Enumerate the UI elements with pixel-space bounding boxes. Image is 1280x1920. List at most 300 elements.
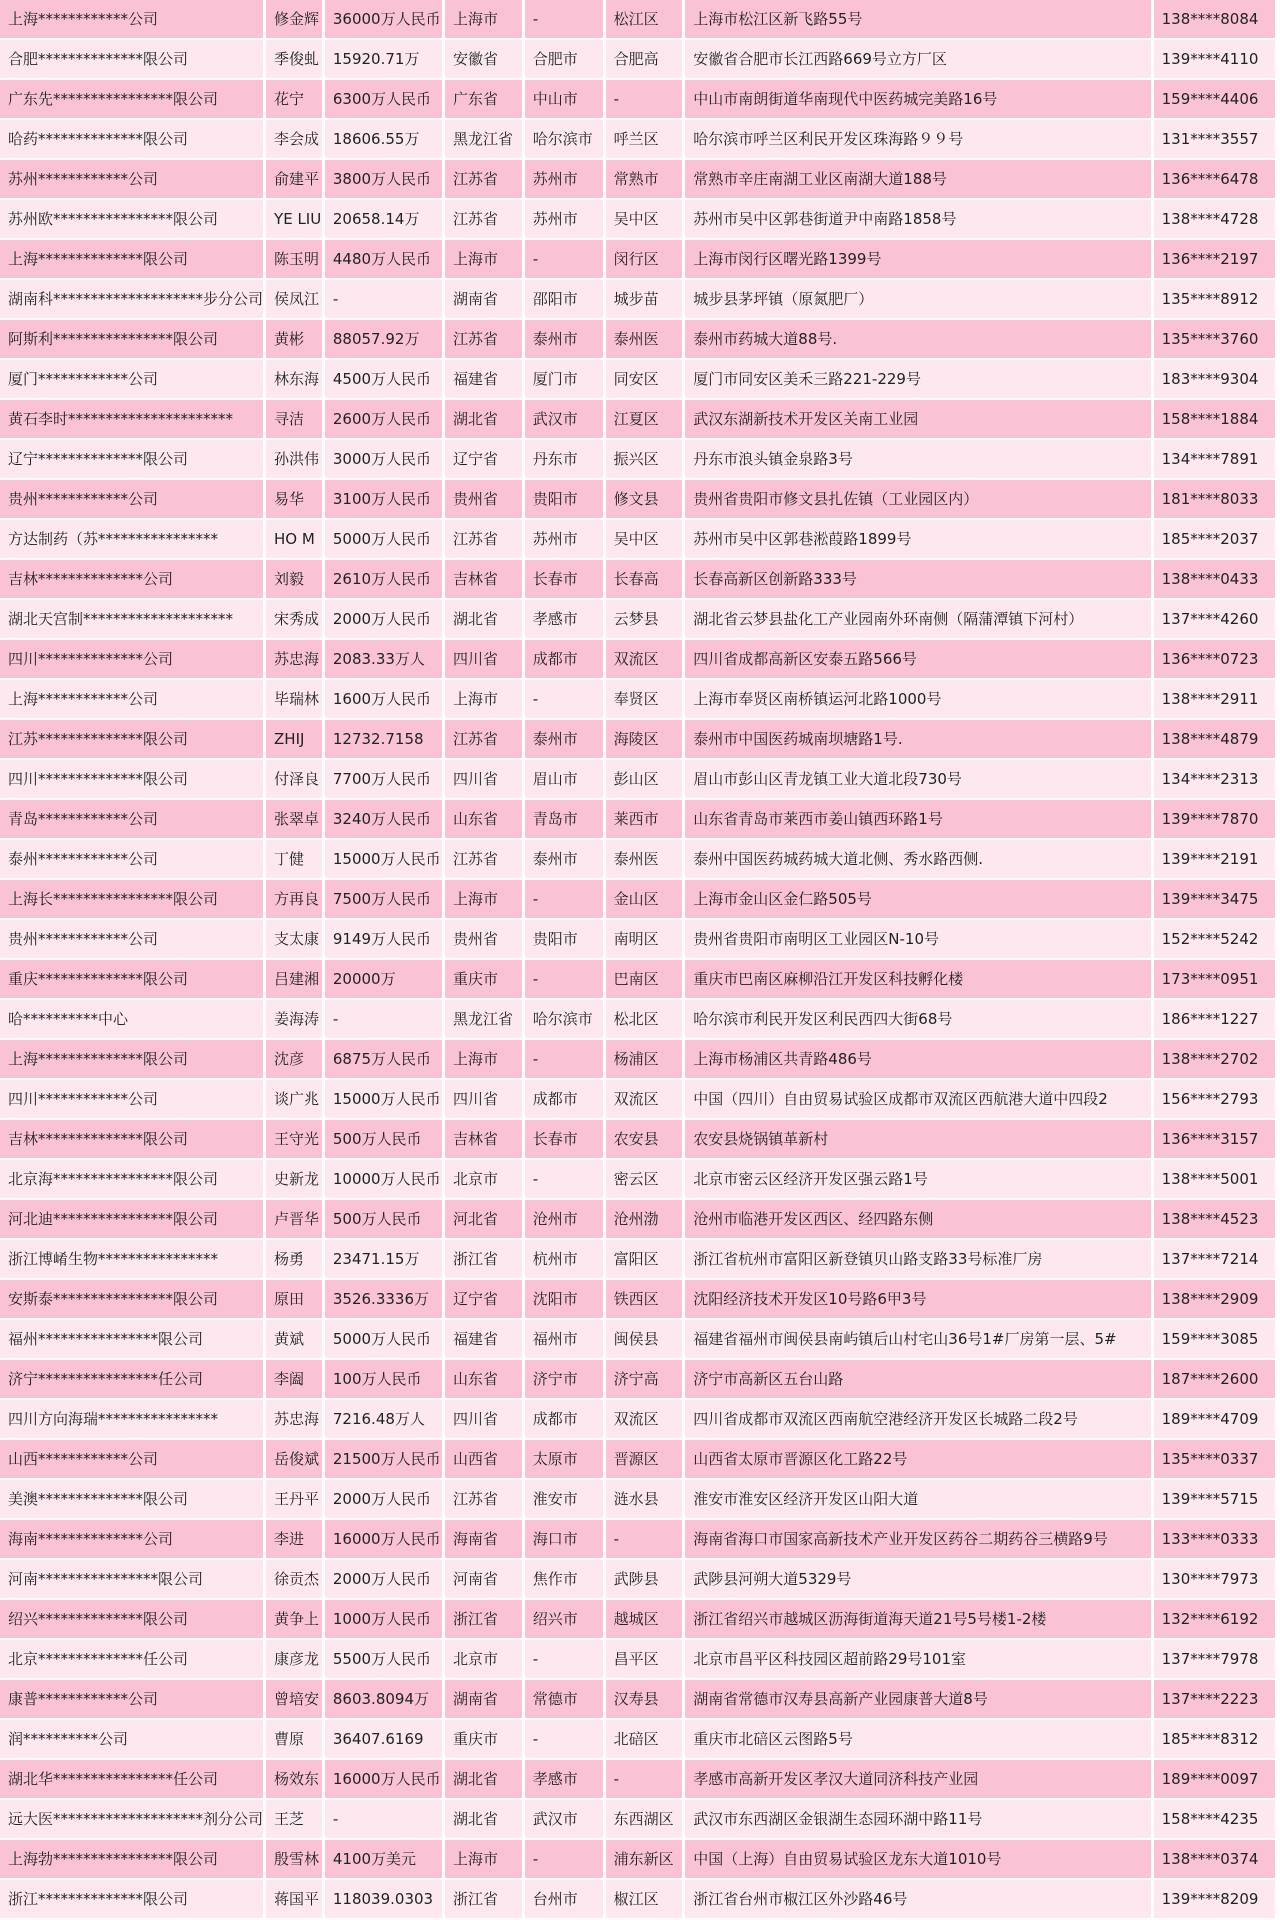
table-row	[0, 240, 1275, 280]
province-cell: 四川省	[445, 640, 525, 680]
address-cell: 泰州市药城大道88号.	[685, 320, 1153, 360]
registered-capital-cell: 8603.8094万	[325, 1680, 445, 1720]
table-row	[0, 440, 1275, 480]
phone-cell: 136****0723	[1154, 640, 1275, 680]
registered-capital-cell: 9149万人民币	[325, 920, 445, 960]
table-row	[0, 1280, 1275, 1320]
province-cell: 四川省	[445, 760, 525, 800]
company-cell: 美澳**************限公司	[0, 1480, 266, 1520]
legal-person-cell: 岳俊斌	[266, 1440, 325, 1480]
city-cell: 孝感市	[525, 600, 606, 640]
address-cell: 浙江省绍兴市越城区沥海街道海天道21号5号楼1-2楼	[685, 1600, 1153, 1640]
district-cell: 振兴区	[606, 440, 686, 480]
company-cell: 上海**************限公司	[0, 240, 266, 280]
district-cell: 闽侯县	[606, 1320, 686, 1360]
legal-person-cell: 支太康	[266, 920, 325, 960]
company-cell: 阿斯利****************限公司	[0, 320, 266, 360]
company-cell: 上海**************限公司	[0, 1040, 266, 1080]
address-cell: 眉山市彭山区青龙镇工业大道北段730号	[685, 760, 1153, 800]
registered-capital-cell: 2000万人民币	[325, 1480, 445, 1520]
phone-cell: 189****0097	[1154, 1760, 1275, 1800]
district-cell: 双流区	[606, 1080, 686, 1120]
table-row	[0, 1600, 1275, 1640]
legal-person-cell: 谈广兆	[266, 1080, 325, 1120]
registered-capital-cell: 20000万	[325, 960, 445, 1000]
city-cell: 苏州市	[525, 160, 606, 200]
province-cell: 上海市	[445, 240, 525, 280]
company-cell: 四川************公司	[0, 1080, 266, 1120]
company-cell: 贵州************公司	[0, 920, 266, 960]
phone-cell: 158****4235	[1154, 1800, 1275, 1840]
phone-cell: 139****2191	[1154, 840, 1275, 880]
province-cell: 安徽省	[445, 40, 525, 80]
registered-capital-cell: 3000万人民币	[325, 440, 445, 480]
table-row	[0, 360, 1275, 400]
table-row	[0, 0, 1275, 40]
city-cell: 成都市	[525, 1080, 606, 1120]
phone-cell: 139****7870	[1154, 800, 1275, 840]
legal-person-cell: 俞建平	[266, 160, 325, 200]
legal-person-cell: 曾培安	[266, 1680, 325, 1720]
company-cell: 辽宁**************限公司	[0, 440, 266, 480]
company-cell: 上海勃****************限公司	[0, 1840, 266, 1880]
province-cell: 河南省	[445, 1560, 525, 1600]
phone-cell: 159****3085	[1154, 1320, 1275, 1360]
phone-cell: 173****0951	[1154, 960, 1275, 1000]
city-cell: 武汉市	[525, 400, 606, 440]
district-cell: 城步苗	[606, 280, 686, 320]
registered-capital-cell: 15000万人民币	[325, 840, 445, 880]
table-row	[0, 1360, 1275, 1400]
address-cell: 沈阳经济技术开发区10号路6甲3号	[685, 1280, 1153, 1320]
company-cell: 贵州************公司	[0, 480, 266, 520]
address-cell: 中国（上海）自由贸易试验区龙东大道1010号	[685, 1840, 1153, 1880]
address-cell: 贵州省贵阳市修文县扎佐镇（工业园区内）	[685, 480, 1153, 520]
legal-person-cell: YE LIU	[266, 200, 325, 240]
city-cell: -	[525, 1160, 606, 1200]
table-row	[0, 560, 1275, 600]
table-row	[0, 480, 1275, 520]
phone-cell: 131****3557	[1154, 120, 1275, 160]
registered-capital-cell: 7700万人民币	[325, 760, 445, 800]
city-cell: 厦门市	[525, 360, 606, 400]
province-cell: 湖北省	[445, 1760, 525, 1800]
province-cell: 上海市	[445, 1040, 525, 1080]
city-cell: 眉山市	[525, 760, 606, 800]
legal-person-cell: 修金辉	[266, 0, 325, 40]
province-cell: 江苏省	[445, 720, 525, 760]
city-cell: -	[525, 240, 606, 280]
district-cell: 越城区	[606, 1600, 686, 1640]
registered-capital-cell: 1000万人民币	[325, 1600, 445, 1640]
registered-capital-cell: 2000万人民币	[325, 600, 445, 640]
city-cell: -	[525, 680, 606, 720]
district-cell: 农安县	[606, 1120, 686, 1160]
province-cell: 吉林省	[445, 1120, 525, 1160]
table-row	[0, 1520, 1275, 1560]
district-cell: 双流区	[606, 640, 686, 680]
phone-cell: 189****4709	[1154, 1400, 1275, 1440]
phone-cell: 139****8209	[1154, 1880, 1275, 1920]
district-cell: 晋源区	[606, 1440, 686, 1480]
city-cell: -	[525, 880, 606, 920]
province-cell: 浙江省	[445, 1600, 525, 1640]
legal-person-cell: 李阖	[266, 1360, 325, 1400]
phone-cell: 185****2037	[1154, 520, 1275, 560]
legal-person-cell: 吕建湘	[266, 960, 325, 1000]
district-cell: 常熟市	[606, 160, 686, 200]
address-cell: 山西省太原市晋源区化工路22号	[685, 1440, 1153, 1480]
registered-capital-cell: 100万人民币	[325, 1360, 445, 1400]
legal-person-cell: HO M	[266, 520, 325, 560]
district-cell: 沧州渤	[606, 1200, 686, 1240]
company-cell: 广东先****************限公司	[0, 80, 266, 120]
address-cell: 淮安市淮安区经济开发区山阳大道	[685, 1480, 1153, 1520]
district-cell: -	[606, 80, 686, 120]
phone-cell: 132****6192	[1154, 1600, 1275, 1640]
table-row	[0, 1560, 1275, 1600]
legal-person-cell: 孙洪伟	[266, 440, 325, 480]
company-cell: 吉林**************公司	[0, 560, 266, 600]
city-cell: 沈阳市	[525, 1280, 606, 1320]
company-cell: 哈**********中心	[0, 1000, 266, 1040]
legal-person-cell: 季俊虬	[266, 40, 325, 80]
company-cell: 四川**************限公司	[0, 760, 266, 800]
province-cell: 浙江省	[445, 1240, 525, 1280]
legal-person-cell: 毕瑞林	[266, 680, 325, 720]
province-cell: 北京市	[445, 1640, 525, 1680]
legal-person-cell: 黄争上	[266, 1600, 325, 1640]
table-row	[0, 160, 1275, 200]
city-cell: 苏州市	[525, 200, 606, 240]
table-row	[0, 1200, 1275, 1240]
registered-capital-cell: 36407.6169	[325, 1720, 445, 1760]
province-cell: 贵州省	[445, 480, 525, 520]
city-cell: -	[525, 1720, 606, 1760]
legal-person-cell: 侯凤江	[266, 280, 325, 320]
city-cell: 哈尔滨市	[525, 120, 606, 160]
address-cell: 安徽省合肥市长江西路669号立方厂区	[685, 40, 1153, 80]
table-row	[0, 1400, 1275, 1440]
phone-cell: 137****7978	[1154, 1640, 1275, 1680]
city-cell: 泰州市	[525, 720, 606, 760]
phone-cell: 139****3475	[1154, 880, 1275, 920]
district-cell: 东西湖区	[606, 1800, 686, 1840]
table-row	[0, 1440, 1275, 1480]
address-cell: 上海市杨浦区共青路486号	[685, 1040, 1153, 1080]
province-cell: 贵州省	[445, 920, 525, 960]
city-cell: 合肥市	[525, 40, 606, 80]
legal-person-cell: 黄斌	[266, 1320, 325, 1360]
legal-person-cell: 黄彬	[266, 320, 325, 360]
registered-capital-cell: -	[325, 280, 445, 320]
phone-cell: 137****7214	[1154, 1240, 1275, 1280]
table-row	[0, 600, 1275, 640]
address-cell: 哈尔滨市利民开发区利民西四大街68号	[685, 1000, 1153, 1040]
company-cell: 泰州************公司	[0, 840, 266, 880]
registered-capital-cell: 21500万人民币	[325, 1440, 445, 1480]
phone-cell: 138****4523	[1154, 1200, 1275, 1240]
table-row	[0, 640, 1275, 680]
city-cell: -	[525, 960, 606, 1000]
address-cell: 苏州市吴中区郭巷淞葭路1899号	[685, 520, 1153, 560]
address-cell: 泰州中国医药城药城大道北侧、秀水路西侧.	[685, 840, 1153, 880]
phone-cell: 135****0337	[1154, 1440, 1275, 1480]
company-cell: 山西************公司	[0, 1440, 266, 1480]
province-cell: 江苏省	[445, 160, 525, 200]
table-row	[0, 800, 1275, 840]
city-cell: 贵阳市	[525, 480, 606, 520]
province-cell: 北京市	[445, 1160, 525, 1200]
registered-capital-cell: 5000万人民币	[325, 520, 445, 560]
address-cell: 城步县茅坪镇（原氮肥厂）	[685, 280, 1153, 320]
city-cell: 邵阳市	[525, 280, 606, 320]
province-cell: 福建省	[445, 1320, 525, 1360]
company-cell: 浙江**************限公司	[0, 1880, 266, 1920]
address-cell: 沧州市临港开发区西区、经四路东侧	[685, 1200, 1153, 1240]
district-cell: 双流区	[606, 1400, 686, 1440]
city-cell: -	[525, 1040, 606, 1080]
company-cell: 远大医********************剂分公司	[0, 1800, 266, 1840]
address-cell: 四川省成都高新区安泰五路566号	[685, 640, 1153, 680]
province-cell: 四川省	[445, 1400, 525, 1440]
table-row	[0, 1160, 1275, 1200]
city-cell: 福州市	[525, 1320, 606, 1360]
province-cell: 海南省	[445, 1520, 525, 1560]
district-cell: 杨浦区	[606, 1040, 686, 1080]
city-cell: 焦作市	[525, 1560, 606, 1600]
table-row	[0, 1680, 1275, 1720]
phone-cell: 130****7973	[1154, 1560, 1275, 1600]
district-cell: 涟水县	[606, 1480, 686, 1520]
company-cell: 合肥**************限公司	[0, 40, 266, 80]
registered-capital-cell: 15920.71万	[325, 40, 445, 80]
company-cell: 上海************公司	[0, 680, 266, 720]
legal-person-cell: 刘毅	[266, 560, 325, 600]
district-cell: 北碚区	[606, 1720, 686, 1760]
address-cell: 苏州市吴中区郭巷街道尹中南路1858号	[685, 200, 1153, 240]
phone-cell: 185****8312	[1154, 1720, 1275, 1760]
registered-capital-cell: 7216.48万人	[325, 1400, 445, 1440]
table-row	[0, 1320, 1275, 1360]
city-cell: 泰州市	[525, 320, 606, 360]
phone-cell: 138****5001	[1154, 1160, 1275, 1200]
company-cell: 四川**************公司	[0, 640, 266, 680]
address-cell: 湖南省常德市汉寿县高新产业园康普大道8号	[685, 1680, 1153, 1720]
table-row	[0, 1120, 1275, 1160]
city-cell: 中山市	[525, 80, 606, 120]
table-row	[0, 1000, 1275, 1040]
registered-capital-cell: 6300万人民币	[325, 80, 445, 120]
district-cell: 金山区	[606, 880, 686, 920]
legal-person-cell: 蒋国平	[266, 1880, 325, 1920]
registered-capital-cell: 4100万美元	[325, 1840, 445, 1880]
legal-person-cell: 寻洁	[266, 400, 325, 440]
legal-person-cell: 张翠卓	[266, 800, 325, 840]
company-cell: 浙江博崤生物****************	[0, 1240, 266, 1280]
address-cell: 浙江省台州市椒江区外沙路46号	[685, 1880, 1153, 1920]
city-cell: 长春市	[525, 560, 606, 600]
registered-capital-cell: 16000万人民币	[325, 1760, 445, 1800]
district-cell: 长春高	[606, 560, 686, 600]
registered-capital-cell: 2610万人民币	[325, 560, 445, 600]
province-cell: 黑龙江省	[445, 120, 525, 160]
city-cell: 成都市	[525, 1400, 606, 1440]
city-cell: -	[525, 1840, 606, 1880]
legal-person-cell: 卢晋华	[266, 1200, 325, 1240]
province-cell: 辽宁省	[445, 1280, 525, 1320]
province-cell: 河北省	[445, 1200, 525, 1240]
phone-cell: 152****5242	[1154, 920, 1275, 960]
company-cell: 苏州欧****************限公司	[0, 200, 266, 240]
city-cell: 哈尔滨市	[525, 1000, 606, 1040]
phone-cell: 138****4879	[1154, 720, 1275, 760]
legal-person-cell: 付泽良	[266, 760, 325, 800]
legal-person-cell: 曹原	[266, 1720, 325, 1760]
table-row	[0, 320, 1275, 360]
district-cell: 同安区	[606, 360, 686, 400]
province-cell: 浙江省	[445, 1880, 525, 1920]
phone-cell: 139****4110	[1154, 40, 1275, 80]
address-cell: 贵州省贵阳市南明区工业园区N-10号	[685, 920, 1153, 960]
legal-person-cell: 陈玉明	[266, 240, 325, 280]
district-cell: 彭山区	[606, 760, 686, 800]
city-cell: 贵阳市	[525, 920, 606, 960]
province-cell: 湖北省	[445, 600, 525, 640]
company-cell: 重庆**************限公司	[0, 960, 266, 1000]
address-cell: 重庆市巴南区麻柳沿江开发区科技孵化楼	[685, 960, 1153, 1000]
legal-person-cell: 王芝	[266, 1800, 325, 1840]
address-cell: 湖北省云梦县盐化工产业园南外环南侧（隔蒲潭镇下河村）	[685, 600, 1153, 640]
address-cell: 山东省青岛市莱西市姜山镇西环路1号	[685, 800, 1153, 840]
address-cell: 四川省成都市双流区西南航空港经济开发区长城路二段2号	[685, 1400, 1153, 1440]
table-row	[0, 1080, 1275, 1120]
legal-person-cell: 沈彦	[266, 1040, 325, 1080]
table-row	[0, 520, 1275, 560]
address-cell: 长春高新区创新路333号	[685, 560, 1153, 600]
company-cell: 方达制药（苏****************	[0, 520, 266, 560]
city-cell: 丹东市	[525, 440, 606, 480]
registered-capital-cell: 18606.55万	[325, 120, 445, 160]
table-row	[0, 840, 1275, 880]
registered-capital-cell: 23471.15万	[325, 1240, 445, 1280]
registered-capital-cell: 15000万人民币	[325, 1080, 445, 1120]
province-cell: 四川省	[445, 1080, 525, 1120]
table-row	[0, 1840, 1275, 1880]
city-cell: 成都市	[525, 640, 606, 680]
legal-person-cell: 康彦龙	[266, 1640, 325, 1680]
phone-cell: 135****8912	[1154, 280, 1275, 320]
company-cell: 北京海****************限公司	[0, 1160, 266, 1200]
district-cell: 汉寿县	[606, 1680, 686, 1720]
address-cell: 上海市松江区新飞路55号	[685, 0, 1153, 40]
registered-capital-cell: -	[325, 1000, 445, 1040]
company-cell: 康普************公司	[0, 1680, 266, 1720]
address-cell: 重庆市北碚区云图路5号	[685, 1720, 1153, 1760]
district-cell: 济宁高	[606, 1360, 686, 1400]
registered-capital-cell: 2083.33万人	[325, 640, 445, 680]
registered-capital-cell: -	[325, 1800, 445, 1840]
city-cell: 太原市	[525, 1440, 606, 1480]
table-row	[0, 280, 1275, 320]
phone-cell: 138****4728	[1154, 200, 1275, 240]
district-cell: 泰州医	[606, 320, 686, 360]
legal-person-cell: 丁健	[266, 840, 325, 880]
phone-cell: 135****3760	[1154, 320, 1275, 360]
city-cell: 杭州市	[525, 1240, 606, 1280]
city-cell: 苏州市	[525, 520, 606, 560]
registered-capital-cell: 36000万人民币	[325, 0, 445, 40]
table-row	[0, 1720, 1275, 1760]
phone-cell: 159****4406	[1154, 80, 1275, 120]
company-cell: 上海************公司	[0, 0, 266, 40]
province-cell: 福建省	[445, 360, 525, 400]
phone-cell: 156****2793	[1154, 1080, 1275, 1120]
district-cell: 吴中区	[606, 200, 686, 240]
registered-capital-cell: 500万人民币	[325, 1200, 445, 1240]
city-cell: 武汉市	[525, 1800, 606, 1840]
district-cell: 密云区	[606, 1160, 686, 1200]
district-cell: 昌平区	[606, 1640, 686, 1680]
district-cell: -	[606, 1520, 686, 1560]
registered-capital-cell: 16000万人民币	[325, 1520, 445, 1560]
province-cell: 重庆市	[445, 1720, 525, 1760]
phone-cell: 138****2911	[1154, 680, 1275, 720]
registered-capital-cell: 3800万人民币	[325, 160, 445, 200]
registered-capital-cell: 118039.0303	[325, 1880, 445, 1920]
company-cell: 绍兴**************限公司	[0, 1600, 266, 1640]
city-cell: 淮安市	[525, 1480, 606, 1520]
company-cell: 青岛************公司	[0, 800, 266, 840]
company-cell: 江苏**************限公司	[0, 720, 266, 760]
district-cell: 奉贤区	[606, 680, 686, 720]
city-cell: 海口市	[525, 1520, 606, 1560]
registered-capital-cell: 20658.14万	[325, 200, 445, 240]
district-cell: 云梦县	[606, 600, 686, 640]
province-cell: 山东省	[445, 800, 525, 840]
company-cell: 北京**************任公司	[0, 1640, 266, 1680]
company-cell: 湖南科********************步分公司	[0, 280, 266, 320]
table-row	[0, 1040, 1275, 1080]
registered-capital-cell: 12732.7158	[325, 720, 445, 760]
phone-cell: 138****8084	[1154, 0, 1275, 40]
company-cell: 四川方向海瑞****************	[0, 1400, 266, 1440]
table-row	[0, 720, 1275, 760]
registered-capital-cell: 500万人民币	[325, 1120, 445, 1160]
address-cell: 福建省福州市闽侯县南屿镇后山村宅山36号1#厂房第一层、5#	[685, 1320, 1153, 1360]
address-cell: 农安县烧锅镇革新村	[685, 1120, 1153, 1160]
phone-cell: 186****1227	[1154, 1000, 1275, 1040]
address-cell: 上海市金山区金仁路505号	[685, 880, 1153, 920]
city-cell: 绍兴市	[525, 1600, 606, 1640]
city-cell: 长春市	[525, 1120, 606, 1160]
table-row	[0, 1760, 1275, 1800]
table-row	[0, 1640, 1275, 1680]
phone-cell: 138****0374	[1154, 1840, 1275, 1880]
city-cell: 台州市	[525, 1880, 606, 1920]
legal-person-cell: 原田	[266, 1280, 325, 1320]
province-cell: 上海市	[445, 680, 525, 720]
phone-cell: 158****1884	[1154, 400, 1275, 440]
district-cell: 莱西市	[606, 800, 686, 840]
district-cell: 合肥高	[606, 40, 686, 80]
legal-person-cell: 方再良	[266, 880, 325, 920]
table-row	[0, 1240, 1275, 1280]
province-cell: 江苏省	[445, 840, 525, 880]
legal-person-cell: 徐贡杰	[266, 1560, 325, 1600]
table-row	[0, 400, 1275, 440]
registered-capital-cell: 3240万人民币	[325, 800, 445, 840]
